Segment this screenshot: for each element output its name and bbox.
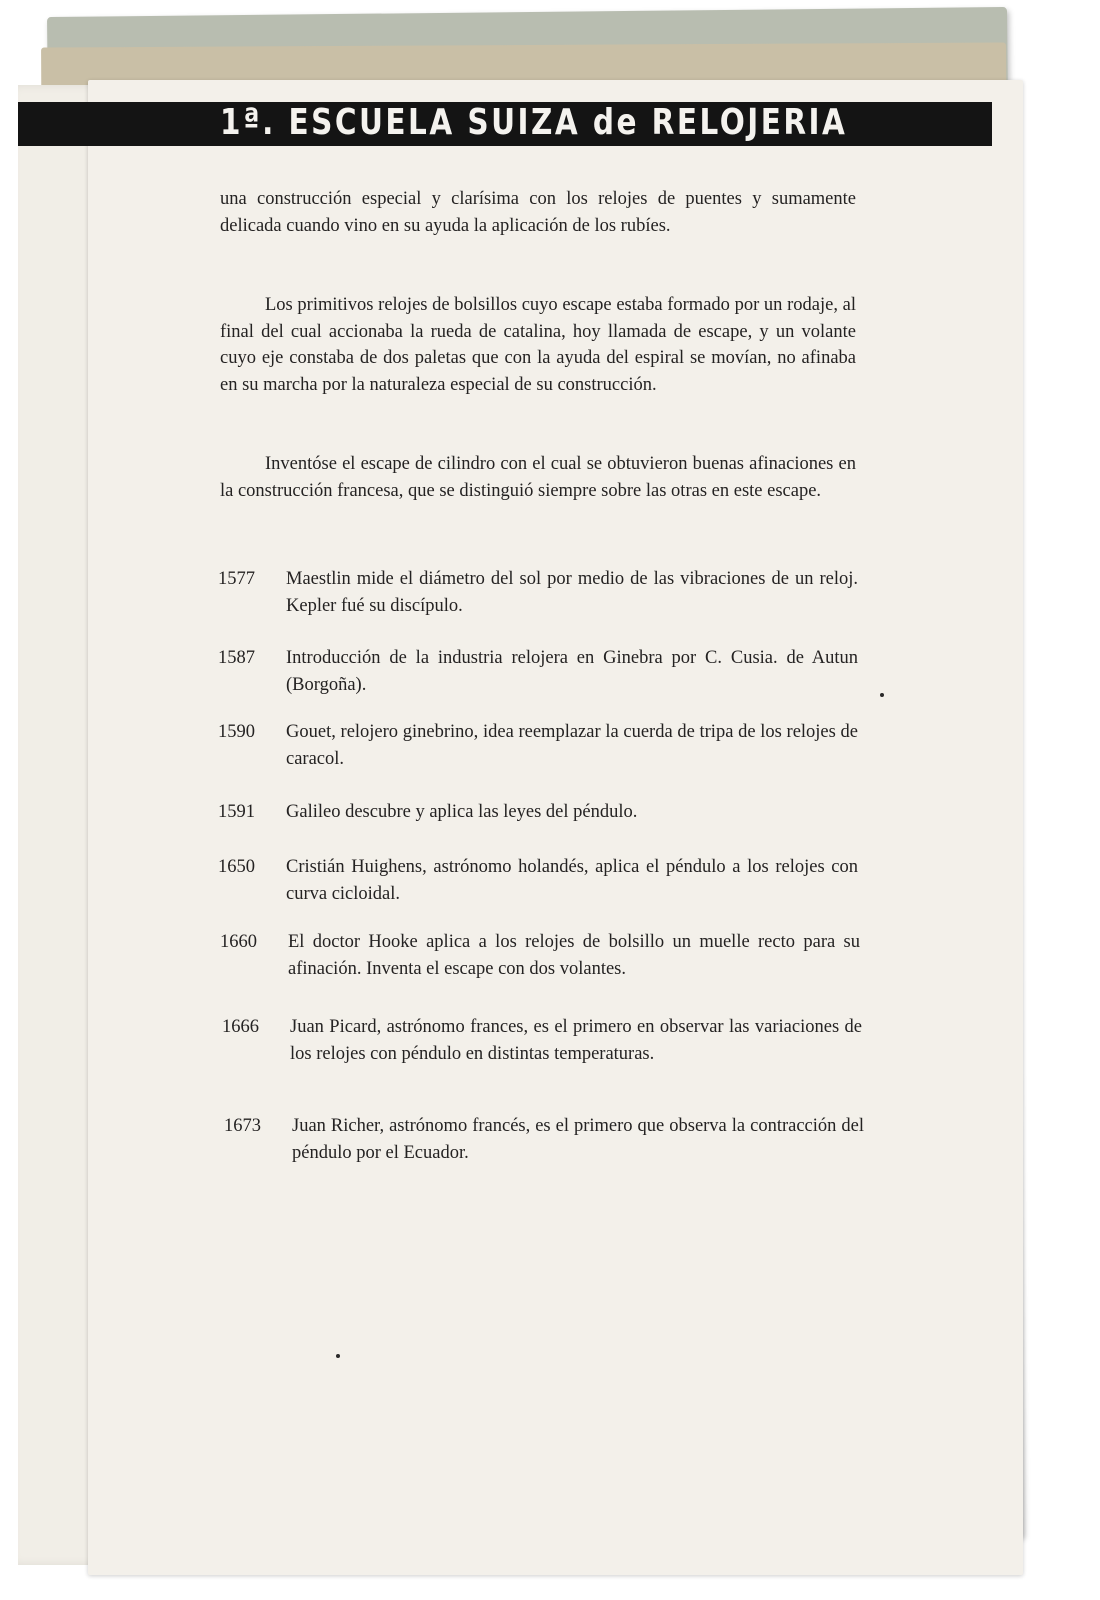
entry-year: 1591: [218, 802, 255, 822]
entry-text: Juan Picard, astrónomo frances, es el primero en observar las variaciones de los relojes con péndulo en distintas temperaturas.: [290, 1017, 862, 1064]
timeline-entry: [224, 1113, 864, 1166]
paragraph-1: una construcción especial y clarísima con los relojes de puentes y sumamente delicada cuando vino en su ayuda la aplicación de los rubíes.: [220, 189, 856, 236]
page-title: 1ª. ESCUELA SUIZA de RELOJERIA: [220, 102, 848, 143]
timeline-entry: [218, 566, 858, 619]
entry-year: 1666: [222, 1017, 259, 1037]
entry-text: Cristián Huighens, astrónomo holandés, aplica el péndulo a los relojes con curva cicloidal.: [286, 857, 858, 904]
ink-speck: [336, 1354, 340, 1358]
entry-year: 1590: [218, 722, 255, 742]
paragraph-2: Los primitivos relojes de bolsillos cuyo escape estaba formado por un rodaje, al final del cual accionaba la rueda de catalina, hoy llamada de escape, y un volante cuyo eje constaba de dos paletas que con la ayuda del espiral se movían, no afinaba en su marcha por la naturaleza especial de su construcción.: [220, 295, 856, 395]
timeline-entry: [222, 1014, 862, 1067]
timeline-entry: [218, 645, 858, 698]
entry-text: Introducción de la industria relojera en Ginebra por C. Cusia. de Autun (Borgoña).: [286, 648, 858, 695]
timeline-entry: [218, 854, 858, 907]
entry-year: 1650: [218, 857, 255, 877]
timeline-entry: [218, 719, 858, 772]
timeline-entry: [218, 799, 858, 826]
entry-text: El doctor Hooke aplica a los relojes de bolsillo un muelle recto para su afinación. Inventa el escape con dos volantes.: [288, 932, 860, 979]
entry-text: Maestlin mide el diámetro del sol por medio de las vibraciones de un reloj. Kepler fué su discípulo.: [286, 569, 858, 616]
entry-year: 1660: [220, 932, 257, 952]
entry-year: 1587: [218, 648, 255, 668]
entry-text: Galileo descubre y aplica las leyes del péndulo.: [286, 802, 638, 822]
timeline-entry: [220, 929, 860, 982]
entry-text: Gouet, relojero ginebrino, idea reemplazar la cuerda de tripa de los relojes de caracol.: [286, 722, 858, 769]
entry-year: 1577: [218, 569, 255, 589]
paragraph-3: Inventóse el escape de cilindro con el cual se obtuvieron buenas afinaciones en la construcción francesa, que se distinguió siempre sobre las otras en este escape.: [220, 454, 856, 501]
entry-year: 1673: [224, 1116, 261, 1136]
entry-text: Juan Richer, astrónomo francés, es el primero que observa la contracción del péndulo por el Ecuador.: [292, 1116, 864, 1163]
ink-speck: [880, 693, 884, 697]
